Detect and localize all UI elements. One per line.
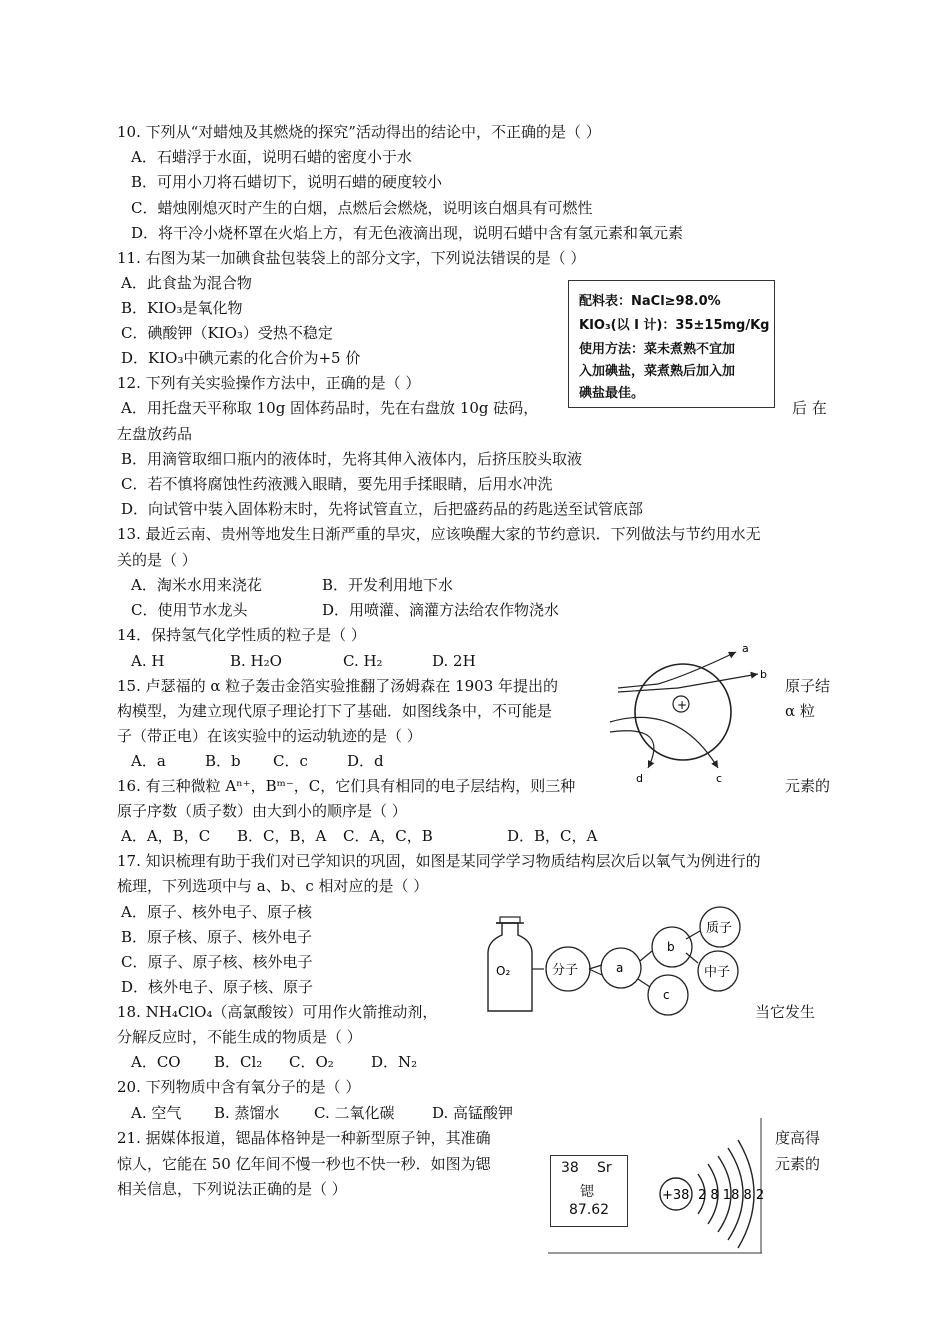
q10-option-a: A．石蜡浮于水面，说明石蜡的密度小于水 [131, 148, 412, 166]
q15-stem-tail-1: 原子结 [785, 677, 831, 695]
q18-stem: 18. NH₄ClO₄（高氯酸铵）可用作火箭推动剂， [117, 1003, 438, 1021]
q20-stem: 20. 下列物质中含有氧分子的是（ ） [117, 1078, 361, 1096]
label-b: b [760, 668, 767, 681]
salt-label-line-5: 碘盐最佳。 [579, 386, 645, 401]
q17-stem: 17. 知识梳理有助于我们对已学知识的巩固，如图是某同学学习物质结构层次后以氧气为例进行的 [117, 852, 761, 870]
q20-option-d: D. 高锰酸钾 [432, 1104, 514, 1122]
q11-stem: 11. 右图为某一加碘食盐包装袋上的部分文字，下列说法错误的是（ ） [117, 249, 586, 267]
molecule-label: 分子 [552, 963, 579, 978]
q15-option-d: D．d [347, 752, 384, 770]
salt-label-box [568, 280, 775, 408]
q13-option-d: D．用喷灌、滴灌方法给农作物浇水 [322, 601, 560, 619]
q15-option-a: A．a [131, 752, 166, 770]
q21-stem-line-3: 相关信息，下列说法正确的是（ ） [117, 1180, 347, 1198]
electron-shells: 2 8 18 8 2 [698, 1188, 765, 1203]
q17-stem-line-2: 梳理，下列选项中与 a、b、c 相对应的是（ ） [117, 877, 429, 895]
q14-option-c: C. H₂ [343, 652, 383, 670]
trajectory-a [618, 652, 736, 688]
atomic-mass: 87.62 [569, 1202, 610, 1218]
nucleus-charge: +38 [662, 1188, 690, 1203]
q18-stem-tail: 当它发生 [755, 1003, 816, 1021]
q16-option-d: D．B，C，A [507, 827, 598, 845]
q16-stem-tail: 元素的 [785, 777, 831, 795]
q12-option-c: C．若不慎将腐蚀性药液溅入眼睛，要先用手揉眼睛，后用水冲洗 [121, 475, 553, 493]
q15-stem-line-3: 子（带正电）在该实验中的运动轨迹的是（ ） [117, 727, 422, 745]
q10-option-b: B．可用小刀将石蜡切下，说明石蜡的硬度较小 [131, 173, 443, 191]
q11-option-a: A．此食盐为混合物 [121, 274, 252, 292]
q20-option-b: B. 蒸馏水 [214, 1104, 280, 1122]
label-d: d [636, 772, 643, 785]
q20-option-c: C. 二氧化碳 [314, 1104, 395, 1122]
q12-option-d: D．向试管中装入固体粉末时，先将试管直立，后把盛药品的药匙送至试管底部 [121, 500, 644, 518]
q12-option-a-tail: 后 在 [792, 399, 827, 417]
q16-stem-line-2: 原子序数（质子数）由大到小的顺序是（ ） [117, 802, 407, 820]
oxygen-structure-diagram [484, 905, 744, 1017]
q12-option-a: A．用托盘天平称取 10g 固体药品时，先在右盘放 10g 砝码， [121, 399, 539, 417]
proton-label: 质子 [706, 921, 733, 936]
q11-option-c: C．碘酸钾（KIO₃）受热不稳定 [121, 324, 333, 342]
q13-option-b: B．开发利用地下水 [322, 576, 454, 594]
q16-option-c: C．A，C，B [343, 827, 433, 845]
q18-option-c: C．O₂ [289, 1053, 334, 1071]
q18-option-b: B．Cl₂ [214, 1053, 263, 1071]
q14-option-d: D. 2H [432, 652, 476, 670]
nucleus-plus: + [677, 698, 688, 712]
q15-stem-line-2: 构模型，为建立现代原子理论打下了基础．如图线条中，不可能是 [117, 702, 553, 720]
q10-stem: 10. 下列从“对蜡烛及其燃烧的探究”活动得出的结论中，不正确的是（ ） [117, 123, 601, 141]
q11-option-b: B．KIO₃是氧化物 [121, 299, 243, 317]
q17-option-a: A．原子、核外电子、原子核 [121, 903, 312, 921]
q20-option-a: A. 空气 [131, 1104, 182, 1122]
q15-stem: 15. 卢瑟福的 α 粒子轰击金箔实验推翻了汤姆森在 1903 年提出的 [117, 677, 559, 695]
q17-option-d: D．核外电子、原子核、原子 [121, 978, 314, 996]
q18-option-a: A．CO [131, 1053, 181, 1071]
q13-option-c: C．使用节水龙头 [131, 601, 248, 619]
q10-option-d: D．将干冷小烧杯罩在火焰上方，有无色液滴出现，说明石蜡中含有氢元素和氧元素 [131, 224, 684, 242]
salt-label-line-3: 使用方法：菜未煮熟不宜加 [579, 342, 736, 357]
q12-option-b: B．用滴管取细口瓶内的液体时，先将其伸入液体内，后挤压胶头取液 [121, 450, 583, 468]
q12-stem: 12. 下列有关实验操作方法中，正确的是（ ） [117, 374, 421, 392]
q12-option-a-continued: 左盘放药品 [117, 425, 193, 443]
salt-label-line-4: 入加碘盐，菜煮熟后加入加 [579, 364, 736, 379]
label-a: a [742, 642, 749, 655]
q14-stem: 14．保持氢气化学性质的粒子是（ ） [117, 626, 366, 644]
q18-option-d: D．N₂ [371, 1053, 418, 1071]
q15-stem-tail-2: α 粒 [785, 702, 815, 720]
neutron-label: 中子 [704, 965, 731, 980]
atomic-structure-diagram [548, 1118, 765, 1254]
q18-stem-line-2: 分解反应时，不能生成的物质是（ ） [117, 1028, 362, 1046]
circle-a-label: a [616, 961, 624, 975]
label-c: c [716, 772, 723, 785]
circle-b-label: b [667, 940, 675, 954]
q21-stem-tail-2: 元素的 [775, 1155, 821, 1173]
q21-stem-tail-1: 度高得 [775, 1129, 821, 1147]
trajectory-c [610, 717, 718, 768]
q10-option-c: C．蜡烛刚熄灭时产生的白烟，点燃后会燃烧，说明该白烟具有可燃性 [131, 199, 593, 217]
q14-option-a: A. H [131, 652, 165, 670]
q14-option-b: B. H₂O [230, 652, 282, 670]
alpha-scattering-diagram [608, 640, 783, 790]
q13-stem-continued: 关的是（ ） [117, 551, 197, 569]
q15-option-b: B．b [205, 752, 241, 770]
q16-stem: 16. 有三种微粒 Aⁿ⁺，Bᵐ⁻，C，它们具有相同的电子层结构，则三种 [117, 777, 576, 795]
q11-option-d: D．KIO₃中碘元素的化合价为+5 价 [121, 349, 361, 367]
trajectory-d [610, 731, 654, 768]
salt-label-line-1: 配料表：NaCl≥98.0% [579, 294, 721, 309]
q15-option-c: C．c [273, 752, 308, 770]
q13-stem: 13. 最近云南、贵州等地发生日渐严重的旱灾，应该唤醒大家的节约意识．下列做法与节约用水无 [117, 525, 761, 543]
atomic-number: 38 [561, 1160, 579, 1176]
q17-option-b: B．原子核、原子、核外电子 [121, 928, 313, 946]
trajectory-b [618, 674, 758, 692]
q21-stem: 21. 据媒体报道，锶晶体格钟是一种新型原子钟，其准确 [117, 1129, 491, 1147]
q13-option-a: A．淘米水用来浇花 [131, 576, 262, 594]
salt-label-line-2: KIO₃(以 I 计)：35±15mg/Kg [579, 318, 770, 333]
circle-c-label: c [663, 988, 670, 1002]
o2-label: O₂ [496, 964, 511, 978]
q17-option-c: C．原子、原子核、核外电子 [121, 953, 313, 971]
q16-option-a: A．A，B，C [121, 827, 211, 845]
q16-option-b: B．C，B，A [237, 827, 327, 845]
q21-stem-line-2: 惊人，它能在 50 亿年间不慢一秒也不快一秒．如图为锶 [117, 1155, 491, 1173]
element-symbol: Sr [597, 1160, 612, 1176]
element-name: 锶 [580, 1184, 594, 1200]
